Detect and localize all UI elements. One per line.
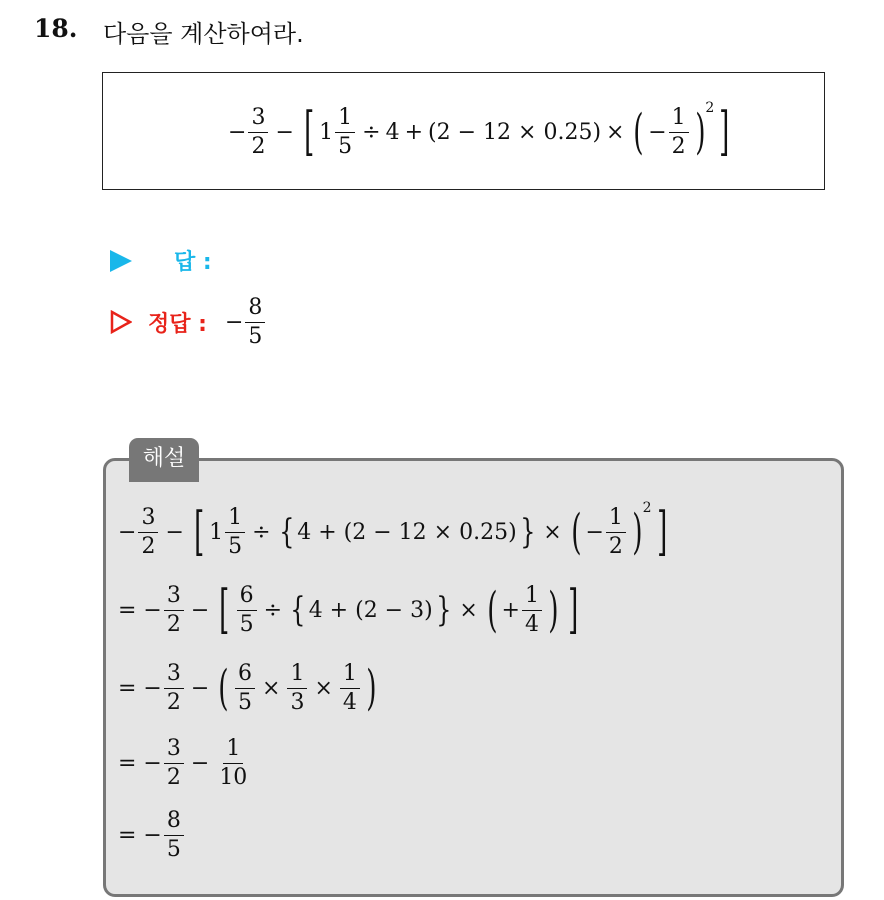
fraction: $\frac{1}{10}$ <box>219 736 248 790</box>
plus-operator: + <box>404 119 424 145</box>
fraction: $\frac{1}{5}$ <box>225 506 245 557</box>
fraction: $\frac{3}{2}$ <box>248 106 268 157</box>
answer-row <box>110 245 212 276</box>
right-bracket: ] <box>656 502 667 562</box>
question-text: 다음을 계산하여라. <box>103 20 304 48</box>
exponent: 2 <box>642 500 652 516</box>
fraction: $\frac{1}{2}$ <box>669 106 689 157</box>
fraction: $\frac{1}{4}$ <box>522 584 542 635</box>
solution-line-4: = − $\frac{3}{2}$ − $\frac{1}{10}$ <box>118 728 252 798</box>
left-bracket: [ <box>193 502 205 562</box>
fraction: $\frac{3}{2}$ <box>138 506 158 557</box>
right-paren: ) <box>694 104 706 160</box>
paren-expression: (2 − 12 × 0.25) <box>428 119 602 145</box>
answer-label: 답 : <box>174 250 212 275</box>
fraction: $\frac{3}{2}$ <box>164 737 184 788</box>
outline-triangle-icon <box>110 310 132 334</box>
fraction: $\frac{1}{2}$ <box>606 506 626 557</box>
correct-value <box>225 296 267 347</box>
solution-tab: 해설 <box>129 438 199 482</box>
minus-sign: − <box>224 309 244 335</box>
exponent: 2 <box>705 100 715 116</box>
mixed-whole: 1 <box>209 519 224 545</box>
question-number: 18. <box>34 14 78 43</box>
solution-line-1: − $\frac{3}{2}$ − [ 1 $\frac{1}{5}$ ÷ { 4 + (2 − 12 × 0.25) } × ( − $\frac{1}{2}$ ) 2 ] <box>118 500 667 562</box>
fraction: $\frac{8}{5}$ <box>164 809 184 860</box>
fraction: $\frac{1}{5}$ <box>335 106 355 157</box>
fraction: $\frac{6}{5}$ <box>237 584 257 635</box>
brace-expression: 4 + (2 − 12 × 0.25) <box>297 519 517 545</box>
minus-sign: − <box>228 119 247 145</box>
minus-sign: − <box>648 119 667 145</box>
answer-triangle-icon <box>110 250 132 272</box>
problem-expression <box>228 94 735 170</box>
minus-operator: − <box>275 119 294 145</box>
mixed-whole: 1 <box>319 119 334 145</box>
solution-line-2: = − $\frac{3}{2}$ − [ $\frac{6}{5}$ ÷ { 4 + (2 − 3) } × ( + $\frac{1}{4}$ ) ] <box>118 580 578 640</box>
right-bracket: ] <box>719 102 730 162</box>
left-paren: ( <box>633 104 644 160</box>
correct-label: 정답 : <box>148 311 207 337</box>
fraction: $\frac{6}{5}$ <box>235 662 255 713</box>
fraction: $\frac{8}{5}$ <box>245 296 265 347</box>
correct-answer-row <box>110 292 267 352</box>
divide-operator: ÷ <box>362 119 381 145</box>
fraction: $\frac{1}{3}$ <box>287 662 307 713</box>
times-operator: × <box>606 119 625 145</box>
fraction: $\frac{1}{4}$ <box>340 662 360 713</box>
number: 4 <box>385 119 400 145</box>
fraction: $\frac{3}{2}$ <box>164 662 184 713</box>
solution-line-5: = − $\frac{8}{5}$ <box>118 800 186 870</box>
solution-line-3: = − $\frac{3}{2}$ − ( $\frac{6}{5}$ × $\frac{1}{3}$ × $\frac{1}{4}$ ) <box>118 660 377 716</box>
brace-expression: 4 + (2 − 3) <box>308 597 433 623</box>
left-bracket: [ <box>303 102 315 162</box>
fraction: $\frac{3}{2}$ <box>164 584 184 635</box>
